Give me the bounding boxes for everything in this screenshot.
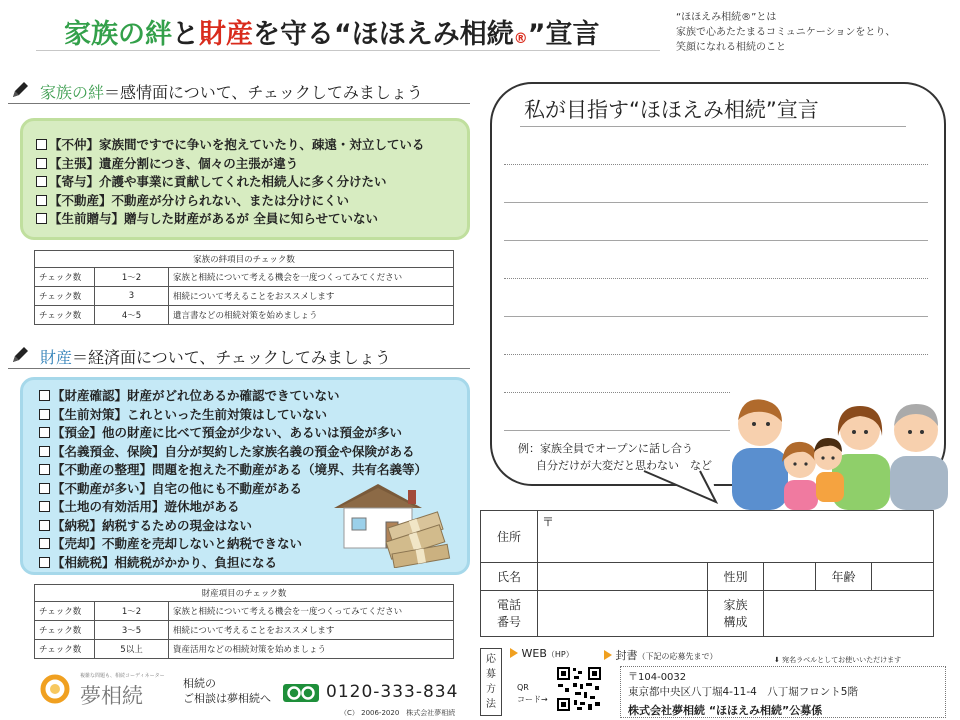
section1-heading: 家族の絆＝感情面について、チェックしてみましょう — [40, 83, 423, 102]
table-row: チェック数 1～2 家族と相続について考える機会を一度つくってみてください — [35, 268, 454, 287]
mailing-recipient: 株式会社夢相続 “ほほえみ相続”公募係 — [628, 704, 823, 717]
section2-rule — [8, 368, 470, 369]
checklist-item[interactable]: 【生前贈与】贈与した財産があるが 全員に知らせていない — [36, 210, 467, 229]
entry-form — [480, 510, 934, 637]
checkbox[interactable] — [39, 409, 50, 420]
checklist-item[interactable]: 【主張】遺産分割につき、個々の主張が違う — [36, 155, 467, 174]
table-header: 家族の絆項目のチェック数 — [35, 251, 454, 268]
checklist-item[interactable]: 【名義預金、保険】自分が契約した家族名義の預金や保険がある — [39, 443, 467, 462]
title-note: “ほほえみ相続®”とは 家族で心あたたまるコミュニケーションをとり、 笑顔になれる相続のこと — [676, 12, 896, 53]
mail-method: 封書（下記の応募先まで） — [604, 647, 718, 663]
checklist-item[interactable]: 【預金】他の財産に比べて預金が少ない、あるいは預金が多い — [39, 424, 467, 443]
checkbox[interactable] — [39, 557, 50, 568]
checklist-item[interactable]: 【売却】不動産を売却しないと納税できない — [39, 535, 467, 554]
checklist-item[interactable]: 【不動産が多い】自宅の他にも不動産がある — [39, 480, 467, 499]
gender-field[interactable] — [764, 563, 816, 591]
table-row: チェック数 4～5 遺言書などの相続対策を始めましょう — [35, 306, 454, 325]
title-underline — [36, 50, 660, 51]
declaration-example: 例：家族全員でオープンに話し合う 自分だけが大変だと思わない など — [518, 442, 712, 472]
apply-method-label: 応 募 方 法 — [480, 648, 502, 716]
consult-text: 相続の ご相談は夢相続へ — [183, 677, 271, 705]
free-dial-icon — [282, 683, 320, 703]
yume-souzoku-logo-icon — [40, 674, 70, 704]
family-label: 家族 構成 — [708, 591, 764, 637]
checkbox[interactable] — [39, 390, 50, 401]
logo-name: 夢相続 — [80, 684, 143, 708]
address-field[interactable] — [538, 511, 934, 563]
section1-rule — [8, 103, 470, 104]
address-label: 住所 — [481, 511, 538, 563]
name-label: 氏名 — [481, 563, 538, 591]
checklist-item[interactable]: 【生前対策】これといった生前対策はしていない — [39, 406, 467, 425]
family-score-table — [34, 250, 454, 325]
writing-line[interactable] — [504, 392, 730, 393]
checkbox[interactable] — [39, 483, 50, 494]
checkbox[interactable] — [39, 501, 50, 512]
checkbox[interactable] — [36, 158, 47, 169]
writing-line[interactable] — [504, 316, 928, 317]
logo-tagline: 複雑な問題も、相続コーディネーター — [80, 673, 165, 679]
arrow-right-icon — [604, 650, 612, 660]
page-title: 家族の絆と財産を守る“ほほえみ相続®”宣言 — [64, 19, 600, 50]
table-row: チェック数 1～2 家族と相続について考える機会を一度つくってみてください — [35, 602, 454, 621]
checkbox[interactable] — [36, 176, 47, 187]
copyright: （C） 2006-2020 株式会社夢相続 — [340, 709, 456, 717]
label-note: ⬇ 宛名ラベルとしてお使いいただけます — [774, 656, 902, 664]
checklist-item[interactable]: 【不動産】不動産が分けられない、または分けにくい — [36, 192, 467, 211]
title-assets: 財産 — [199, 19, 253, 50]
web-method: WEB（HP） — [510, 647, 574, 660]
postal-mark: 〒 — [542, 515, 555, 529]
checklist-item[interactable]: 【相続税】相続税がかかり、負担になる — [39, 554, 467, 573]
pencil-icon — [10, 80, 30, 100]
writing-line — [520, 126, 906, 127]
table-row: チェック数 3～5 相続について考えることをおススメします — [35, 621, 454, 640]
table-row: チェック数 5以上 資産活用などの相続対策を始めましょう — [35, 640, 454, 659]
family-checklist — [23, 121, 467, 229]
writing-line[interactable] — [504, 202, 928, 203]
family-field[interactable] — [764, 591, 934, 637]
postal-code: 〒104-0032 — [628, 672, 687, 683]
checkbox[interactable] — [39, 464, 50, 475]
pencil-icon — [10, 345, 30, 365]
checkbox[interactable] — [39, 538, 50, 549]
title-family-bond: 家族の絆 — [64, 19, 172, 50]
checkbox[interactable] — [36, 139, 47, 150]
family-illustration — [720, 392, 952, 510]
checkbox[interactable] — [36, 213, 47, 224]
writing-line[interactable] — [504, 430, 730, 431]
checklist-item[interactable]: 【不動産の整理】問題を抱えた不動産がある（境界、共有名義等） — [39, 461, 467, 480]
writing-line[interactable] — [504, 354, 928, 355]
qr-label: QR コード→ — [517, 683, 548, 704]
phone-label: 電話 番号 — [481, 591, 538, 637]
section2-heading: 財産＝経済面について、チェックしてみましょう — [40, 348, 391, 367]
toll-free-number[interactable]: 0120-333-834 — [326, 682, 459, 702]
age-label: 年齢 — [816, 563, 872, 591]
checklist-item[interactable]: 【不仲】家族間ですでに争いを抱えていたり、疎遠・対立している — [36, 136, 467, 155]
checkbox[interactable] — [39, 427, 50, 438]
age-field[interactable] — [872, 563, 934, 591]
house-and-money-illustration — [328, 478, 454, 568]
mailing-address: 東京都中央区八丁堀4-11-4 八丁堀フロント5階 — [628, 686, 858, 698]
checklist-item[interactable]: 【財産確認】財産がどれ位あるか確認できていない — [39, 387, 467, 406]
gender-label: 性別 — [708, 563, 764, 591]
checkbox[interactable] — [39, 446, 50, 457]
checklist-item[interactable]: 【土地の有効活用】遊休地がある — [39, 498, 467, 517]
declaration-title: 私が目指す“ほほえみ相続”宣言 — [524, 98, 819, 122]
family-checklist-box — [20, 118, 470, 240]
table-row: チェック数 3 相続について考えることをおススメします — [35, 287, 454, 306]
assets-score-table — [34, 584, 454, 659]
writing-line[interactable] — [504, 240, 928, 241]
arrow-down-icon: ⬇ — [774, 656, 780, 664]
checklist-item[interactable]: 【納税】納税するための現金はない — [39, 517, 467, 536]
arrow-right-icon — [510, 648, 518, 658]
qr-code-icon[interactable] — [556, 666, 602, 712]
checklist-item[interactable]: 【寄与】介護や事業に貢献してくれた相続人に多く分けたい — [36, 173, 467, 192]
table-header: 財産項目のチェック数 — [35, 585, 454, 602]
writing-line[interactable] — [504, 164, 928, 165]
registered-mark: ® — [513, 31, 528, 47]
bubble-tail — [640, 470, 720, 506]
checkbox[interactable] — [39, 520, 50, 531]
name-field[interactable] — [538, 563, 708, 591]
phone-field[interactable] — [538, 591, 708, 637]
checkbox[interactable] — [36, 195, 47, 206]
writing-line[interactable] — [504, 278, 928, 279]
